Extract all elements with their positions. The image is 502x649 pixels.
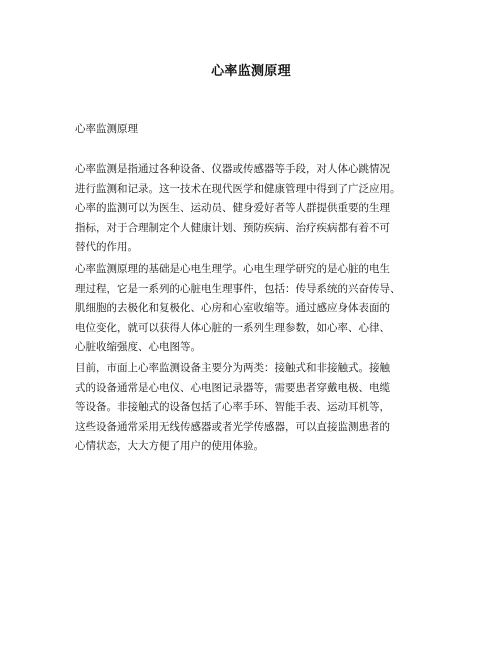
- paragraph-line: 肌细胞的去极化和复极化、心房和心室收缩等。通过感应身体表面的: [75, 302, 390, 314]
- paragraph-line: 心率监测原理的基础是心电生理学。心电生理学研究的是心脏的电生: [75, 263, 390, 275]
- paragraph-line: 电位变化，就可以获得人体心脏的一系列生理参数，如心率、心律、: [75, 321, 390, 334]
- paragraph-1: [75, 160, 435, 258]
- paragraph-line: 进行监测和记录。这一技术在现代医学和健康管理中得到了广泛应用。: [75, 182, 401, 195]
- paragraph-line: 心率的监测可以为医生、运动员、健身爱好者等人群提供重要的生理: [75, 202, 390, 214]
- paragraph-line: 指标，对于合理制定个人健康计划、预防疾病、治疗疾病都有着不可: [75, 221, 390, 234]
- paragraph-line: 这些设备通常采用无线传感器或者光学传感器，可以直接监测患者的: [75, 420, 390, 433]
- paragraph-line: 心脏收缩强度、心电图等。: [75, 341, 201, 353]
- paragraph-line: 式的设备通常是心电仪、心电图记录器等，需要患者穿戴电极、电缆: [75, 381, 390, 394]
- document-title: 心率监测原理: [211, 64, 291, 79]
- paragraph-line: 替代的作用。: [75, 241, 138, 253]
- paragraph-2: [75, 260, 435, 358]
- paragraph-3: [75, 359, 435, 457]
- paragraph-line: 目前，市面上心率监测设备主要分为两类：接触式和非接触式。接触: [75, 362, 390, 374]
- paragraph-line: 心情状态，大大方便了用户的使用体验。: [75, 440, 264, 452]
- paragraph-line: 等设备。非接触式的设备包括了心率手环、智能手表、运动耳机等，: [75, 401, 390, 413]
- paragraph-line: 心率监测是指通过各种设备、仪器或传感器等手段，对人体心跳情况: [75, 163, 390, 175]
- paragraph-line: 理过程，它是一系列的心脏电生理事件，包括：传导系统的兴奋传导、: [75, 282, 401, 295]
- section-heading: 心率监测原理: [75, 123, 138, 135]
